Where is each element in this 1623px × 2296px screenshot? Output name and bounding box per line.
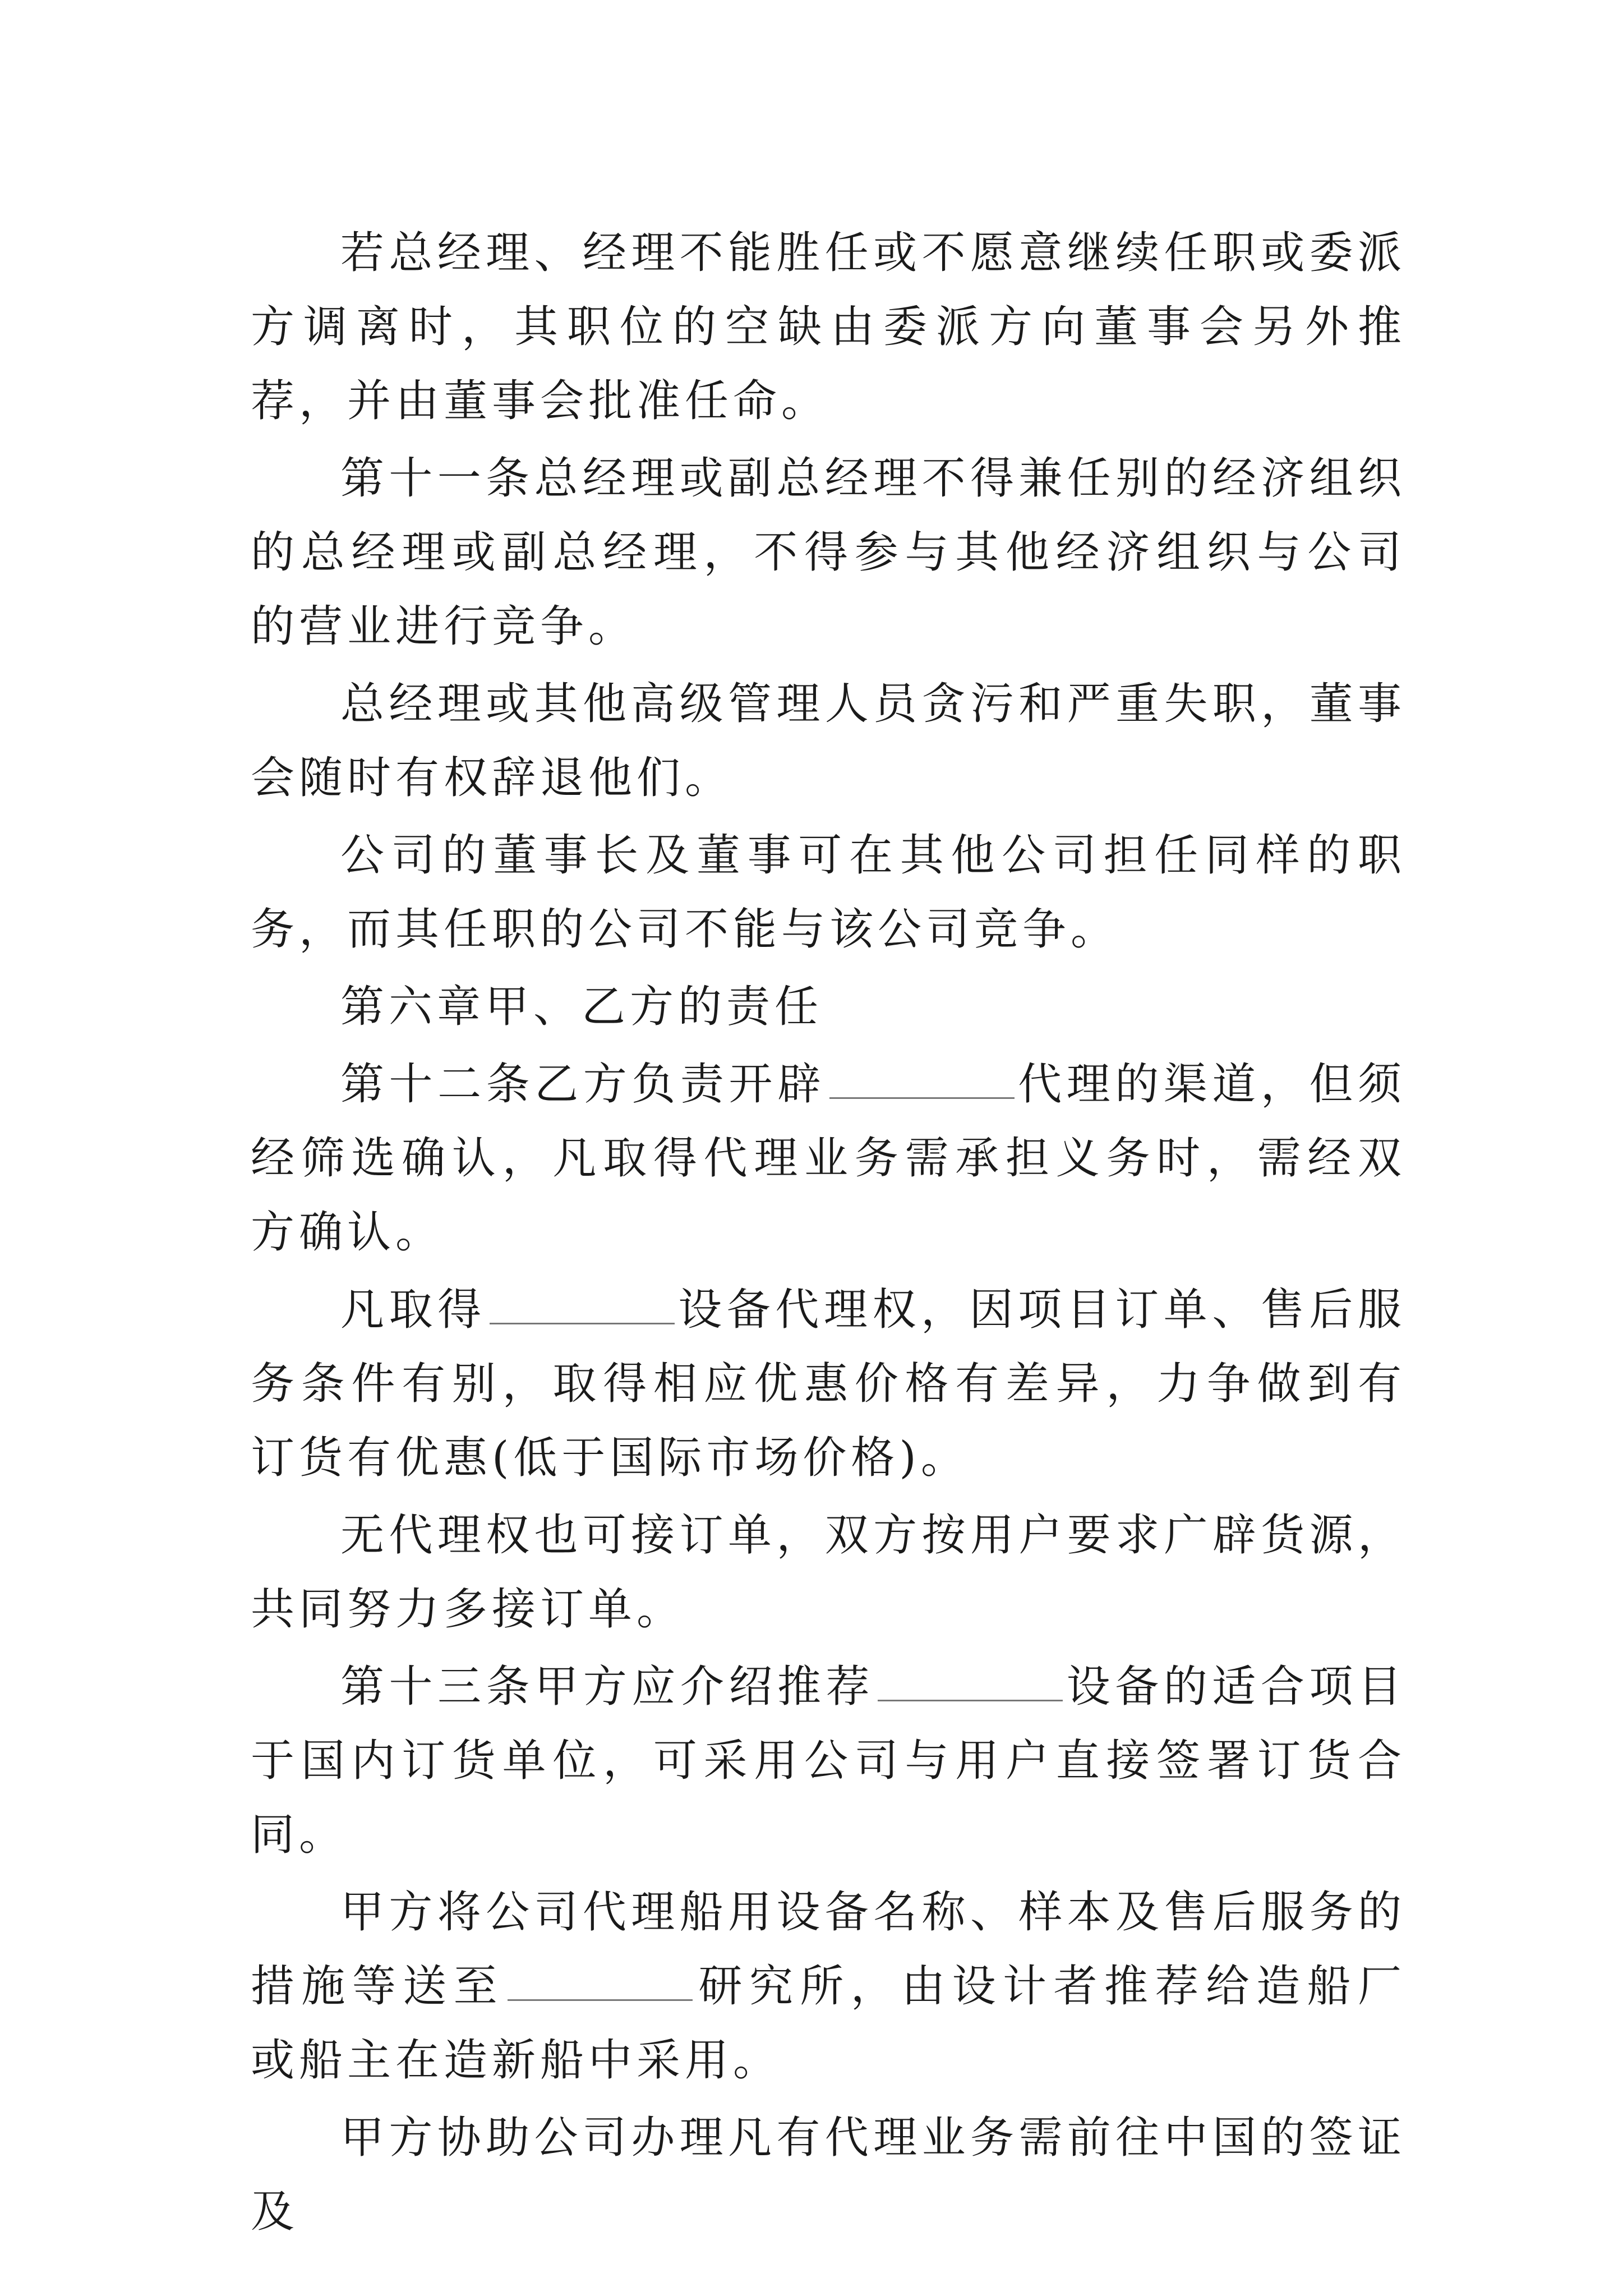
paragraph-text: 第十三条甲方应介绍推荐 [340,1662,875,1712]
paragraph-text: 凡取得 [340,1285,486,1335]
paragraph-article-12 [251,1047,1406,1269]
paragraph-text: 第十二条乙方负责开辟 [340,1059,826,1110]
fill-in-blank [829,1058,1015,1099]
paragraph-4: 公司的董事长及董事可在其他公司担任同样的职务，而其任职的公司不能与该公司竞争。 [251,830,1406,955]
paragraph-11: 甲方协助公司办理凡有代理业务需前往中国的签证及 [251,2113,1406,2237]
paragraph-text: 等送至 [352,1961,505,2012]
paragraph-article-13 [251,1650,1406,1872]
fill-in-blank [490,1283,675,1324]
fill-in-blank [878,1660,1063,1701]
paragraph-text: 设备代理权，因项目订单、售后服务条件有别，取得相应优惠价格有差异，力争做到有订货有优惠(低于国际市场价格)。 [251,1285,1406,1483]
paragraph-text: 研究所，由设计者推荐给造船厂或船主在造新船中采用。 [251,1961,1406,2086]
paragraph-text: 甲方将公司代理船用设备名称、样本及售后服务的措施 [251,1887,1406,2012]
paragraph-8: 无代理权也可接订单，双方按用户要求广辟货源，共同努力多接订单。 [251,1510,1406,1635]
paragraph-1: 若总经理、经理不能胜任或不愿意继续任职或委派方调离时，其职位的空缺由委派方向董事会另外推荐，并由董事会批准任命。 [251,228,1406,426]
paragraph-10 [251,1875,1406,2097]
paragraph-article-11: 第十一条总经理或副总经理不得兼任别的经济组织的总经理或副总经理，不得参与其他经济组织与公司的营业进行竞争。 [251,453,1406,652]
document-page [251,216,1406,2252]
paragraph-text: 代理的渠道，但须经筛选确认，凡取得代理业务需承担义务时，需经双方确认。 [251,1059,1406,1258]
chapter-heading: 第六章甲、乙方的责任 [340,982,823,1032]
paragraph-text: 设备的适合项目于国内订货单位，可采用公司与用户直接签署订货合同。 [251,1662,1406,1860]
paragraph-3: 总经理或其他高级管理人员贪污和严重失职，董事会随时有权辞退他们。 [251,679,1406,803]
fill-in-blank [508,1960,693,2001]
paragraph-7 [251,1273,1406,1495]
